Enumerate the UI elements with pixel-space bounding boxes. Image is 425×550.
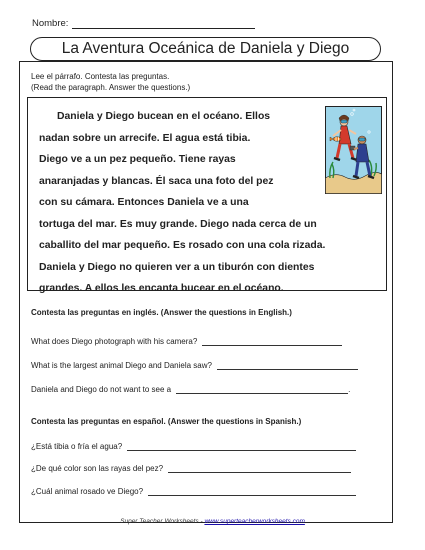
passage-line: con su cámara. Entonces Daniela ve a una: [39, 197, 249, 208]
question-text: Daniela and Diego do not want to see a: [31, 385, 172, 394]
passage-line: grandes. A ellos les encanta bucear en el océano.: [39, 283, 284, 294]
question-english-2: [31, 361, 358, 370]
answer-line[interactable]: [168, 465, 351, 473]
passage-line: anaranjadas y blancas. Él saca una foto del pez: [39, 175, 274, 187]
instructions: [31, 71, 190, 93]
passage-line: Daniela y Diego no quieren ver a un tiburón con dientes: [39, 261, 315, 273]
english-section-heading: Contesta las preguntas en inglés. (Answer the questions in English.): [31, 308, 292, 317]
question-english-1: [31, 337, 342, 346]
footer-brand: Super Teacher Worksheets: [120, 518, 199, 525]
question-text: ¿Está tibia o fría el agua?: [31, 442, 123, 451]
answer-line[interactable]: [217, 362, 358, 370]
question-spanish-2: [31, 464, 351, 473]
worksheet-body: [19, 61, 393, 523]
passage-line: Diego ve a un pez pequeño. Tiene rayas: [39, 154, 236, 165]
question-text: What does Diego photograph with his camera?: [31, 337, 198, 346]
question-spanish-1: [31, 442, 356, 451]
end-punctuation: .: [348, 385, 351, 394]
worksheet-title: [30, 37, 381, 61]
title-text: La Aventura Oceánica de Daniela y Diego: [61, 40, 350, 57]
spanish-section-heading: Contesta las preguntas en español. (Answer the questions in Spanish.): [31, 417, 302, 426]
passage-line: nadan sobre un arrecife. El agua está tibia.: [39, 132, 251, 144]
name-row: [32, 18, 255, 29]
answer-line[interactable]: [148, 488, 356, 496]
name-label: Nombre:: [32, 18, 69, 29]
question-text: ¿Cuál animal rosado ve Diego?: [31, 487, 144, 496]
instructions-spanish: Lee el párrafo. Contesta las preguntas.: [31, 72, 170, 81]
question-text: ¿De qué color son las rayas del pez?: [31, 464, 164, 473]
footer-separator: -: [198, 518, 205, 525]
passage-line: tortuga del mar. Es muy grande. Diego nada cerca de un: [39, 218, 317, 230]
question-english-3: [31, 385, 350, 394]
footer-link[interactable]: www.superteacherworksheets.com: [204, 518, 305, 525]
answer-line[interactable]: [176, 385, 351, 394]
answer-line[interactable]: [127, 443, 356, 451]
divers-illustration: [325, 106, 382, 194]
passage-line: caballito del mar pequeño. Es rosado con una cola rizada.: [39, 240, 326, 251]
name-input-line[interactable]: [72, 19, 255, 29]
question-text: What is the largest animal Diego and Daniela saw?: [31, 361, 212, 370]
question-spanish-3: [31, 487, 356, 496]
footer: [0, 518, 425, 525]
passage-line: Daniela y Diego bucean en el océano. Ellos: [57, 111, 271, 122]
instructions-english: (Read the paragraph. Answer the questions.): [31, 83, 191, 92]
reading-passage: [27, 97, 387, 294]
answer-line[interactable]: [202, 338, 342, 346]
